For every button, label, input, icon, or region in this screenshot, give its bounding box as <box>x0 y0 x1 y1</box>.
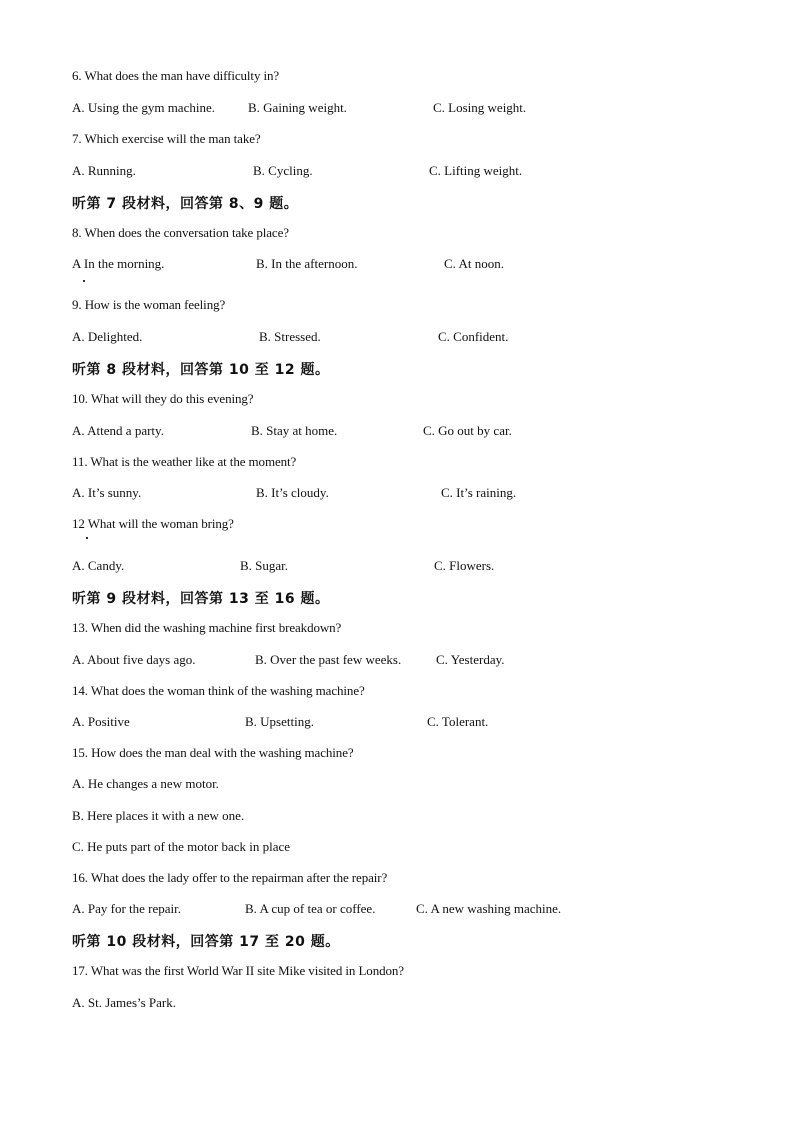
question-7-stem: 7. Which exercise will the man take? <box>72 131 261 146</box>
question-9-option-b: B. Stressed. <box>259 329 321 344</box>
question-6-option-a: A. Using the gym machine. <box>72 100 215 115</box>
question-16-option-a: A. Pay for the repair. <box>72 901 182 916</box>
question-10-stem: 10. What will they do this evening? <box>72 391 254 406</box>
stray-mark <box>86 537 88 539</box>
question-13-option-c: C. Yesterday. <box>436 652 505 667</box>
question-14-option-b: B. Upsetting. <box>245 714 314 729</box>
question-12-stem: 12 What will the woman bring? <box>72 516 234 531</box>
question-11-option-c: C. It’s raining. <box>441 485 517 500</box>
question-7-option-b: B. Cycling. <box>253 163 313 178</box>
question-11-option-a: A. It’s sunny. <box>72 485 142 500</box>
question-14-stem: 14. What does the woman think of the washing machine? <box>72 683 365 698</box>
question-10-option-a: A. Attend a party. <box>72 423 164 438</box>
question-9-option-c: C. Confident. <box>438 329 509 344</box>
question-14-option-c: C. Tolerant. <box>427 714 489 729</box>
question-16-option-b: B. A cup of tea or coffee. <box>245 901 376 916</box>
question-8-option-a: A In the morning. <box>72 256 165 271</box>
question-7-option-c: C. Lifting weight. <box>429 163 523 178</box>
question-13-option-b: B. Over the past few weeks. <box>255 652 402 667</box>
question-8-option-b: B. In the afternoon. <box>256 256 358 271</box>
question-14-option-a: A. Positive <box>72 714 130 729</box>
question-9-stem: 9. How is the woman feeling? <box>72 297 226 312</box>
question-12-option-a: A. Candy. <box>72 558 125 573</box>
section-8-heading: 听第 8 段材料，回答第 10 至 12 题。 <box>72 362 330 378</box>
section-9-heading: 听第 9 段材料，回答第 13 至 16 题。 <box>72 591 330 607</box>
question-13-option-a: A. About five days ago. <box>72 652 196 667</box>
question-16-option-c: C. A new washing machine. <box>416 901 562 916</box>
question-7-option-a: A. Running. <box>72 163 136 178</box>
question-11-option-b: B. It’s cloudy. <box>256 485 329 500</box>
question-6-option-b: B. Gaining weight. <box>248 100 347 115</box>
question-9-option-a: A. Delighted. <box>72 329 143 344</box>
stray-mark <box>83 280 85 282</box>
question-11-stem: 11. What is the weather like at the moment? <box>72 454 297 469</box>
question-17-option-a: A. St. James’s Park. <box>72 995 176 1010</box>
question-10-option-c: C. Go out by car. <box>423 423 512 438</box>
question-6-option-c: C. Losing weight. <box>433 100 527 115</box>
section-10-heading: 听第 10 段材料，回答第 17 至 20 题。 <box>72 934 340 950</box>
question-10-option-b: B. Stay at home. <box>251 423 338 438</box>
question-15-option-c: C. He puts part of the motor back in place <box>72 839 291 854</box>
question-15-stem: 15. How does the man deal with the washing machine? <box>72 745 354 760</box>
question-8-stem: 8. When does the conversation take place? <box>72 225 289 240</box>
question-12-option-c: C. Flowers. <box>434 558 495 573</box>
question-15-option-b: B. Here places it with a new one. <box>72 808 245 823</box>
question-6-stem: 6. What does the man have difficulty in? <box>72 68 280 83</box>
question-8-option-c: C. At noon. <box>444 256 504 271</box>
question-16-stem: 16. What does the lady offer to the repairman after the repair? <box>72 870 388 885</box>
question-15-option-a: A. He changes a new motor. <box>72 776 219 791</box>
question-13-stem: 13. When did the washing machine first breakdown? <box>72 620 342 635</box>
section-7-heading: 听第 7 段材料，回答第 8、9 题。 <box>72 196 299 212</box>
question-17-stem: 17. What was the first World War II site Mike visited in London? <box>72 963 404 978</box>
question-12-option-b: B. Sugar. <box>240 558 289 573</box>
